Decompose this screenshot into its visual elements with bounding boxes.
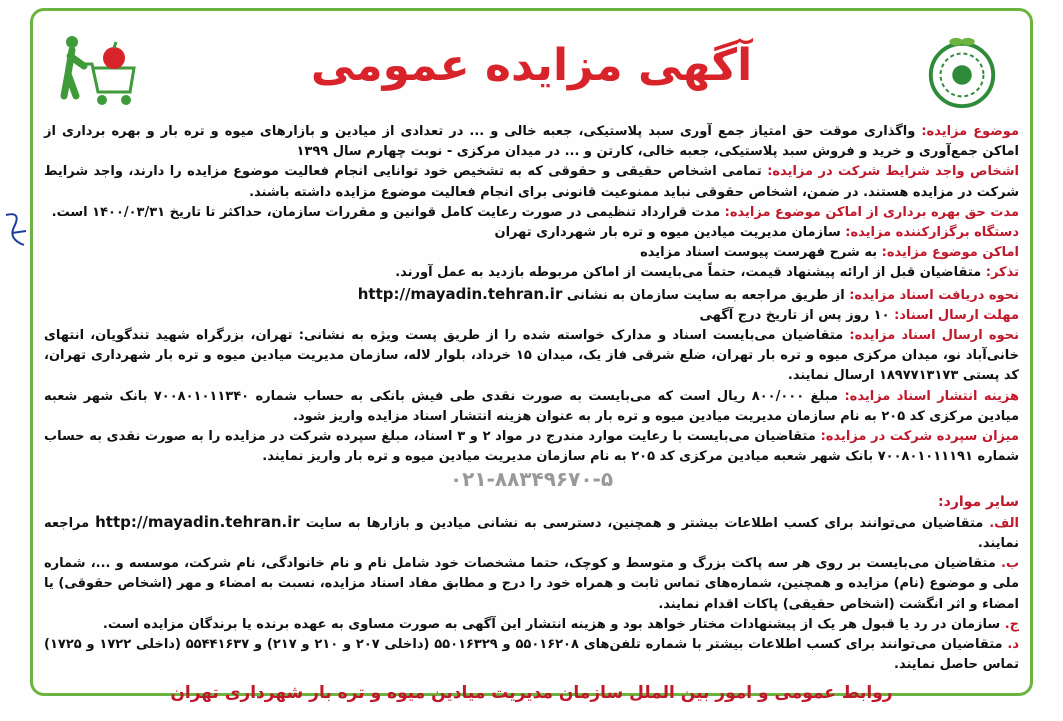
documents-label: نحوه دریافت اسناد مزایده:: [849, 287, 1019, 303]
misc-item-label: د.: [1007, 637, 1020, 653]
deadline-paragraph: [44, 306, 1019, 326]
organizer-label: دستگاه برگزارکننده مزایده:: [845, 225, 1019, 241]
fee-paragraph: [44, 387, 1019, 427]
duration-label: مدت حق بهره برداری از اماکن موضوع مزایده:: [724, 204, 1019, 220]
misc-title: سایر موارد:: [938, 493, 1019, 510]
documents-url-link[interactable]: http://mayadin.tehran.ir: [357, 284, 563, 303]
deposit-paragraph: [44, 427, 1019, 467]
misc-item-tail: مراجعه نمایند.: [44, 515, 1019, 552]
deposit-text: متقاضیان می‌بایست با رعایت موارد مندرج در مواد ۲ و ۳ اسناد، مبلغ سپرده شرکت در مزایده را به صورت نقدی به حساب شماره ۷۰۰۸۰۱۰۱۱۱۹۱ بانک شهر شعبه میادین مرکزی کد ۲۰۵ به نام سازمان مدیریت میادین میوه و تره بار واریز نمایند.: [44, 429, 1019, 465]
misc-item-text: سازمان در رد یا قبول هر یک از پیشنهادات مختار خواهد بود و هزینه انتشار این آگهی به صورت مساوی به عهده برنده یا برندگان مزایده است.: [102, 616, 1001, 632]
deadline-text: ۱۰ روز پس از تاریخ درج آگهی: [699, 307, 890, 323]
places-label: اماکن موضوع مزایده:: [881, 245, 1019, 261]
deposit-label: میزان سپرده شرکت در مزایده:: [820, 429, 1019, 445]
note-text: متقاضیان قبل از ارائه پیشنهاد قیمت، حتماً می‌بایست از اماکن مربوطه بازدید به عمل آورند.: [395, 265, 982, 281]
sending-paragraph: [44, 326, 1019, 387]
misc-item-text: متقاضیان می‌توانند برای کسب اطلاعات بیشتر و همچنین، دسترسی به نشانی میادین و بازارها به سایت: [305, 515, 984, 531]
eligibility-paragraph: [44, 162, 1019, 202]
phone-watermark: ۰۲۱-۸۸۳۴۹۶۷۰-۵: [449, 467, 614, 492]
subject-text: واگذاری موقت حق امتیاز جمع آوری سبد پلاستیکی، جعبه خالی و ... در تعدادی از میادین و بازارهای میوه و تره بار و بهره برداری از اماکن جمع‌آوری و خرید و فروش سبد پلاستیکی، جعبه خالی، کارتن و ... در میدان مرکزی - نوبت چهارم سال ۱۳۹۹: [44, 124, 1019, 160]
misc-item-text: متقاضیان می‌بایست بر روی هر سه پاکت بزرگ و متوسط و کوچک، حتما مشخصات خود شامل نام و نام خانوادگی، نام شرکت، موسسه و ...، شماره ملی و موضوع (نام) مزایده و همچنین، شماره‌های تماس ثابت و همراه خود را درج و مطابق مفاد اسناد مزایده، نسبت به امضاء و مهر (اشخاص حقوقی) یا امضاء و اثر انگشت (اشخاص حقیقی) پاکات اقدام نمایند.: [44, 556, 1019, 612]
documents-paragraph: [44, 284, 1019, 306]
fee-text: مبلغ ۸۰۰/۰۰۰ ریال است که می‌بایست به صورت نقدی طی فیش بانکی به حساب شماره ۷۰۰۸۰۱۰۱۱۳۴۰ بانک شهر شعبه میادین مرکزی کد ۲۰۵ به نام سازمان مدیریت میادین میوه و تره بار به عنوان هزینه انتشار اسناد مزایده واریز شود.: [44, 388, 1019, 424]
organizer-text: سازمان مدیریت میادین میوه و تره بار شهرداری تهران: [494, 225, 841, 241]
subject-label: موضوع مزایده:: [921, 124, 1019, 139]
misc-item-be: [44, 554, 1019, 615]
deadline-label: مهلت ارسال اسناد:: [894, 307, 1019, 323]
sending-label: نحوه ارسال اسناد مزایده:: [849, 328, 1019, 344]
eligibility-text: تمامی اشخاص حقیقی و حقوقی که به تشخیص خود توانایی انجام فعالیت موضوع مزایده را دارند، واجد شرایط شرکت در مزایده هستند. در ضمن، اشخاص حقوقی نباید ممنوعیت قانونی برای انجام فعالیت موضوع مزایده داشته باشند.: [44, 164, 1019, 200]
note-label: تذکر:: [985, 265, 1019, 281]
misc-item-label: ج.: [1004, 616, 1019, 632]
documents-text: از طریق مراجعه به سایت سازمان به نشانی: [566, 287, 845, 303]
organizer-paragraph: [44, 223, 1019, 243]
misc-item-alef: [44, 512, 1019, 554]
footer-signature: روابط عمومی و امور بین الملل سازمان مدیریت میادین میوه و تره بار شهرداری تهران: [170, 683, 893, 703]
duration-text: مدت قرارداد تنظیمی در صورت رعایت کامل قوانین و مقررات سازمان، حداکثر تا تاریخ ۱۴۰۰/۰۳/۳۱ است.: [51, 204, 721, 220]
announcement-body: [44, 122, 1019, 691]
places-paragraph: [44, 243, 1019, 263]
eligibility-label: اشخاص واجد شرایط شرکت در مزایده:: [767, 164, 1019, 180]
places-text: به شرح فهرست پیوست اسناد مزایده: [640, 245, 878, 261]
fee-label: هزینه انتشار اسناد مزایده:: [844, 388, 1019, 404]
note-paragraph: [44, 263, 1019, 283]
misc-item-label: الف.: [989, 515, 1019, 531]
handwritten-mark-icon: [2, 205, 30, 255]
misc-item-text: متقاضیان می‌توانند برای کسب اطلاعات بیشتر با شماره تلفن‌های ۵۵۰۱۶۲۰۸ و ۵۵۰۱۶۳۲۹ (داخلی ۲۰۷ و ۲۱۰ و ۲۱۷) و ۵۵۴۴۱۶۳۷ (داخلی ۱۷۲۲ و ۱۷۲۵) تماس حاصل نمایند.: [44, 637, 1019, 673]
misc-item-label: ب.: [1001, 556, 1020, 572]
page-title: آگهی مزایده عمومی: [310, 40, 753, 91]
duration-paragraph: [44, 203, 1019, 223]
misc-item-dal: [44, 635, 1019, 675]
subject-paragraph: [44, 122, 1019, 162]
misc-url-link[interactable]: http://mayadin.tehran.ir: [95, 512, 300, 531]
misc-item-jim: [44, 615, 1019, 635]
sending-text: متقاضیان می‌بایست اسناد و مدارک خواسته شده را از طریق پست ویژه به نشانی: تهران، بزرگراه شهید تندگویان، انتهای خانی‌آباد نو، میدان مرکزی میوه و تره بار تهران، ضلع شرقی فاز یک، میدان ۱۵ خرداد، بلوار لاله، سازمان مدیریت میادین میوه و تره بار شهرداری تهران، کد پستی ۱۸۹۷۷۱۳۱۷۳ ارسال نمایند.: [44, 328, 1019, 384]
